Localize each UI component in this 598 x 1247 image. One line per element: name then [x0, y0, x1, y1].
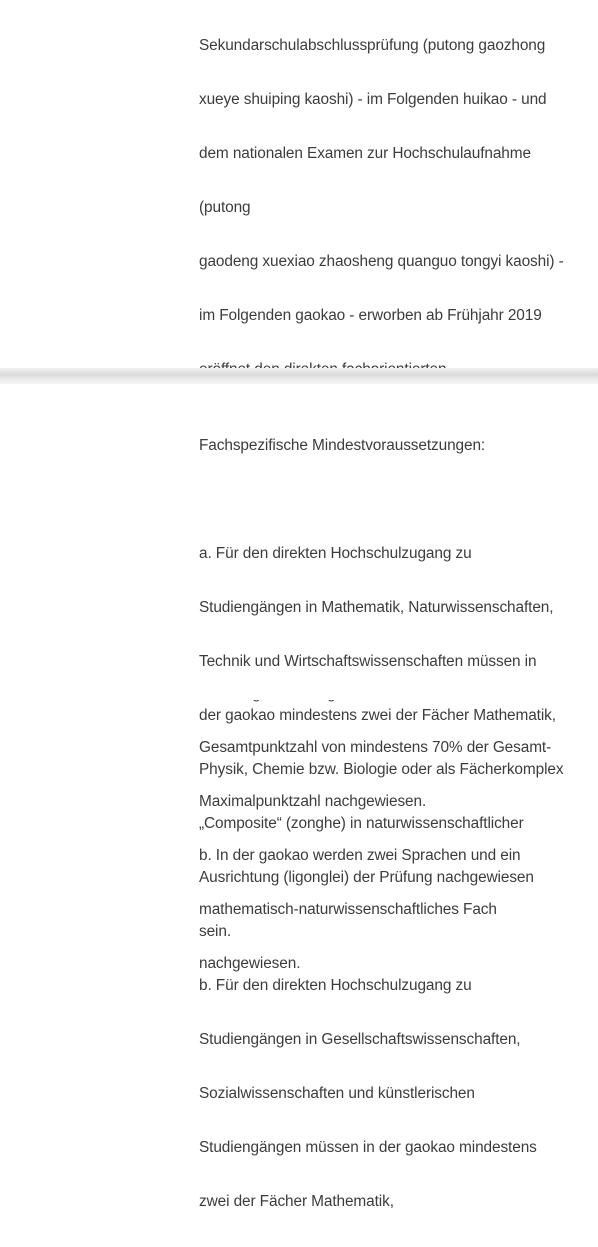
text-line: Studiengängen in Mathematik, Naturwissenschaften,: [199, 599, 554, 616]
text-line: Maximalpunktzahl nachgewiesen.: [199, 793, 427, 810]
text-line: (putong: [199, 199, 251, 216]
text-line: xueye shuiping kaoshi) - im Folgenden huikao - und: [199, 91, 547, 108]
section-heading-specific: Fachspezifische Mindestvoraussetzungen:: [199, 437, 486, 454]
text-line: b. In der gaokao werden zwei Sprachen und ein: [199, 847, 521, 864]
text-line: der gaokao mindestens zwei der Fächer Mathematik,: [199, 707, 556, 724]
text-line: zwei der Fächer Mathematik,: [199, 1193, 394, 1210]
text-line: Sekundarschulabschlussprüfung (putong gaozhong: [199, 37, 546, 54]
text-line: Studiengängen müssen in der gaokao mindestens: [199, 1139, 537, 1156]
specific-text-block: [199, 401, 595, 1247]
text-line: Physik, Chemie bzw. Biologie oder als Fächerkomplex: [199, 761, 564, 778]
text-line: im Folgenden gaokao - erworben ab Frühjahr 2019: [199, 307, 542, 324]
page-separator: [0, 368, 598, 384]
text-line: Ausrichtung (ligonglei) der Prüfung nachgewiesen: [199, 869, 534, 886]
text-line: nachgewiesen.: [199, 955, 301, 972]
text-line: b. Für den direkten Hochschulzugang zu: [199, 977, 472, 994]
text-line: Sozialwissenschaften und künstlerischen: [199, 1085, 475, 1102]
text-line: Studiengängen in Gesellschaftswissenschaften,: [199, 1031, 521, 1048]
text-line: dem nationalen Examen zur Hochschulaufnahme: [199, 145, 531, 162]
text-line: a. Für den direkten Hochschulzugang zu: [199, 545, 472, 562]
text-line: sein.: [199, 923, 232, 940]
text-line: Technik und Wirtschaftswissenschaften müssen in: [199, 653, 537, 670]
paragraph-spacer: [199, 491, 595, 509]
text-line: „Composite“ (zonghe) in naturwissenschaftlicher: [199, 815, 524, 832]
text-line: Gesamtpunktzahl von mindestens 70% der Gesamt-: [199, 739, 552, 756]
text-line: gaodeng xuexiao zhaosheng quanguo tongyi kaoshi) -: [199, 253, 564, 270]
text-line: mathematisch-naturwissenschaftliches Fach: [199, 901, 497, 918]
